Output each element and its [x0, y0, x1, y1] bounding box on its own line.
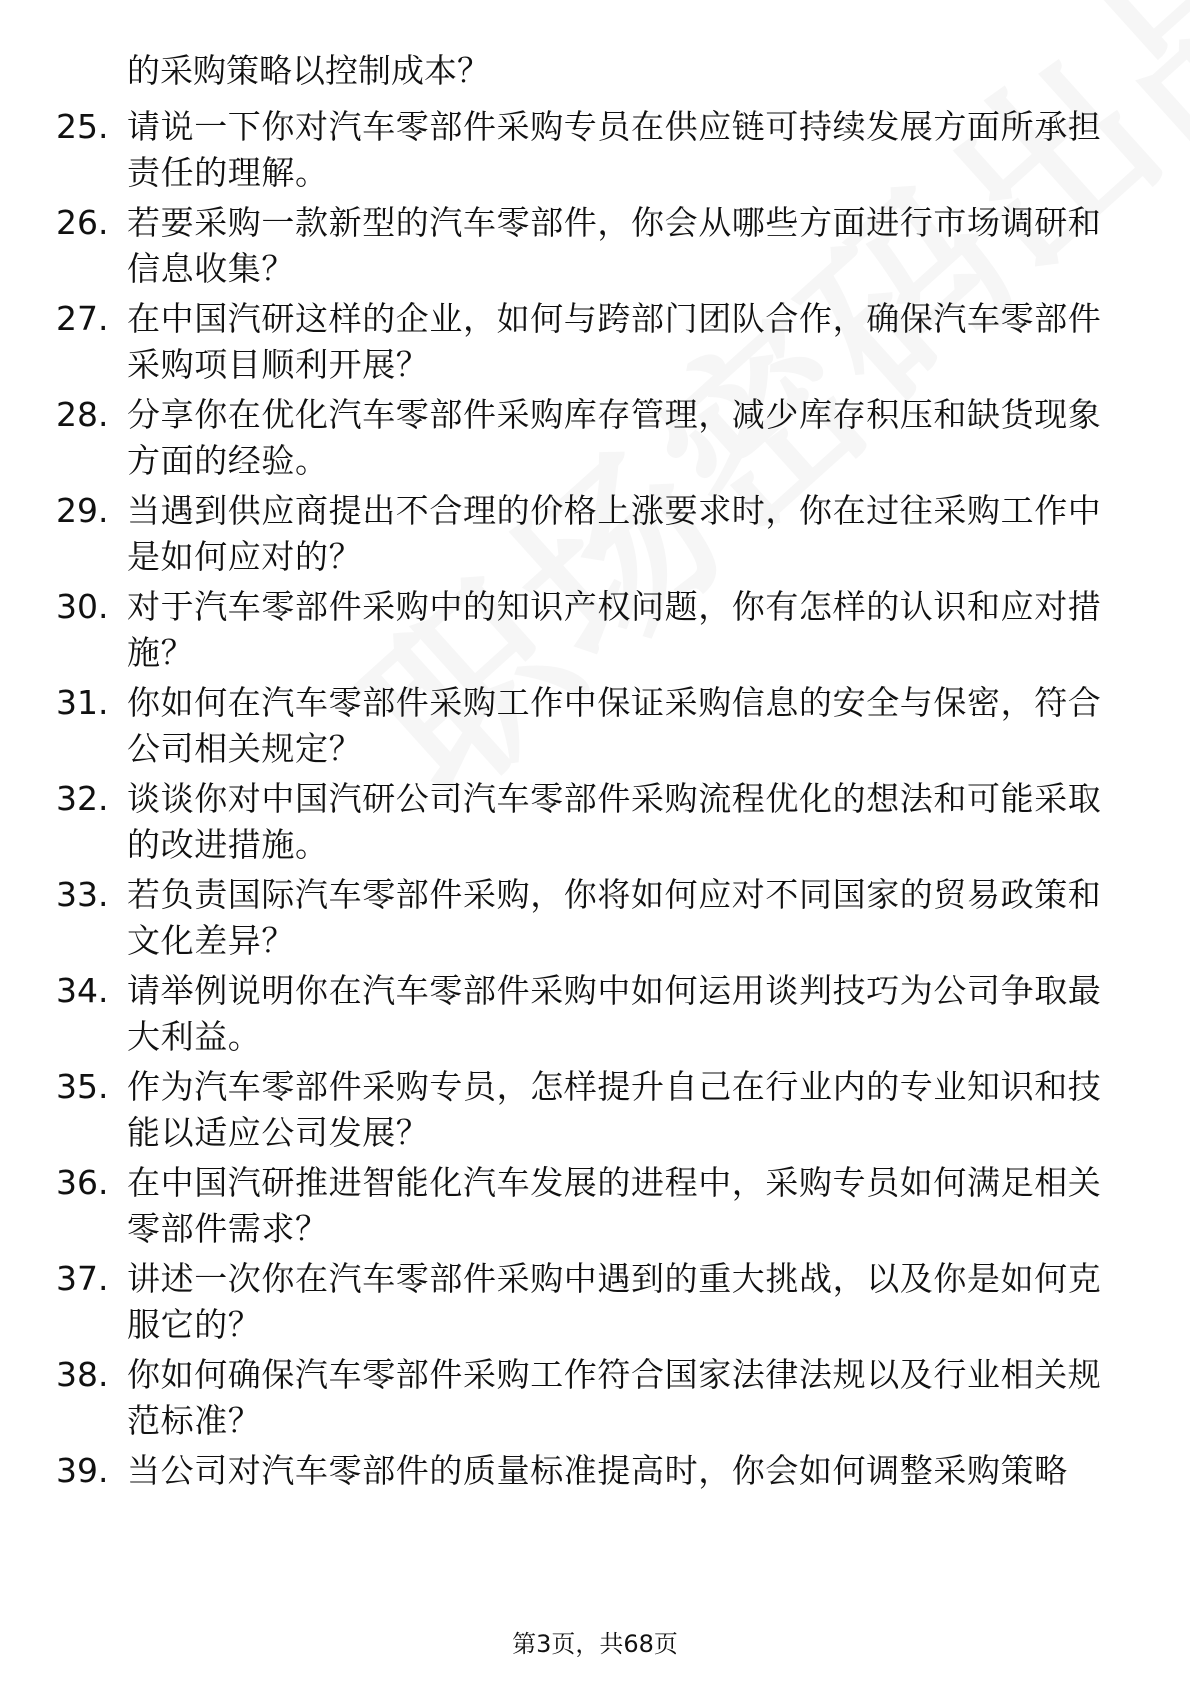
question-number: 34. — [56, 971, 109, 1010]
question-text: 对于汽车零部件采购中的知识产权问题，你有怎样的认识和应对措施？ — [127, 587, 1102, 672]
question-text: 请举例说明你在汽车零部件采购中如何运用谈判技巧为公司争取最大利益。 — [127, 971, 1102, 1056]
question-text: 若负责国际汽车零部件采购，你将如何应对不同国家的贸易政策和文化差异？ — [127, 875, 1102, 960]
question-number: 32. — [56, 779, 109, 818]
question-number: 36. — [56, 1163, 109, 1202]
question-text: 请说一下你对汽车零部件采购专员在供应链可持续发展方面所承担责任的理解。 — [127, 107, 1102, 192]
question-number: 28. — [56, 395, 109, 434]
question-text: 当公司对汽车零部件的质量标准提高时，你会如何调整采购策略 — [127, 1451, 1068, 1490]
question-text: 在中国汽研这样的企业，如何与跨部门团队合作，确保汽车零部件采购项目顺利开展？ — [127, 299, 1102, 384]
question-number: 38. — [56, 1355, 109, 1394]
question-text: 当遇到供应商提出不合理的价格上涨要求时，你在过往采购工作中是如何应对的？ — [127, 491, 1102, 576]
question-text: 你如何确保汽车零部件采购工作符合国家法律法规以及行业相关规范标准？ — [127, 1355, 1102, 1440]
question-number: 35. — [56, 1067, 109, 1106]
question-number: 33. — [56, 875, 109, 914]
question-text: 作为汽车零部件采购专员，怎样提升自己在行业内的专业知识和技能以适应公司发展？ — [127, 1067, 1102, 1152]
question-text: 谈谈你对中国汽研公司汽车零部件采购流程优化的想法和可能采取的改进措施。 — [127, 779, 1102, 864]
question-number: 25. — [56, 107, 109, 146]
page-footer: 第3页，共68页 — [512, 1630, 678, 1658]
question-text: 讲述一次你在汽车零部件采购中遇到的重大挑战，以及你是如何克服它的？ — [127, 1259, 1102, 1344]
question-text: 分享你在优化汽车零部件采购库存管理，减少库存积压和缺货现象方面的经验。 — [127, 395, 1102, 480]
question-text: 若要采购一款新型的汽车零部件，你会从哪些方面进行市场调研和信息收集？ — [127, 203, 1102, 288]
question-number: 30. — [56, 587, 109, 626]
question-number: 29. — [56, 491, 109, 530]
question-text: 在中国汽研推进智能化汽车发展的进程中，采购专员如何满足相关零部件需求？ — [127, 1163, 1102, 1248]
question-number: 26. — [56, 203, 109, 242]
question-text: 你如何在汽车零部件采购工作中保证采购信息的安全与保密，符合公司相关规定？ — [127, 683, 1102, 768]
question-number: 27. — [56, 299, 109, 338]
question-number: 39. — [56, 1451, 109, 1490]
continuation-text: 的采购策略以控制成本？ — [127, 51, 490, 90]
question-number: 31. — [56, 683, 109, 722]
question-number: 37. — [56, 1259, 109, 1298]
